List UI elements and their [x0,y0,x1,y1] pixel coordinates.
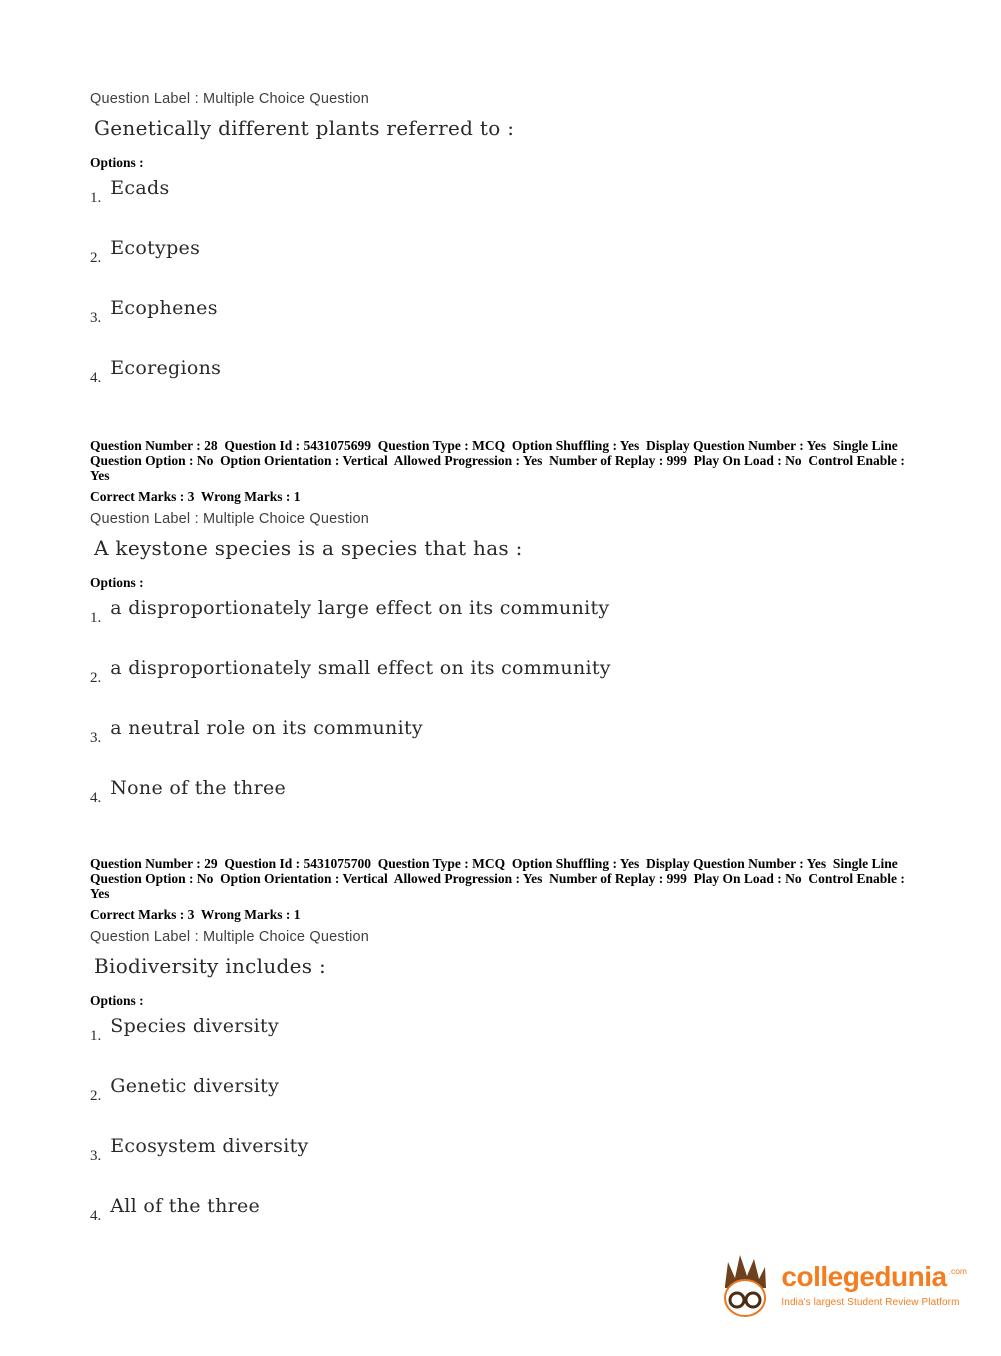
option-row [90,1077,909,1104]
option-text: a neutral role on its community [110,717,423,739]
option-number: 3. [90,1148,102,1164]
brand-suffix: .com [948,1265,967,1276]
question-marks: Correct Marks : 3 Wrong Marks : 1 [90,907,301,922]
option-number: 4. [90,370,102,386]
question-metadata: Question Number : 29 Question Id : 5431075700 Question Type : MCQ Option Shuffling : Yes Display Question Number : Yes Single Line Question Option : No Option Orientation : Vertical Allowed Progression : Yes Number of Replay : 999 Play On Load : No Control Enable : Yes [90,856,908,901]
brand-tagline: India's largest Student Review Platform [781,1296,960,1308]
option-text: Ecotypes [110,237,201,259]
option-text: None of the three [110,777,287,799]
option-row [90,1017,909,1044]
option-text: Ecoregions [110,357,222,379]
option-row [90,779,909,806]
option-number: 1. [90,1028,102,1044]
question-text: Genetically different plants referred to : [94,116,515,140]
brand-text-group [781,1260,967,1308]
option-text: a disproportionately large effect on its community [110,597,610,619]
collegedunia-logo [719,1252,967,1318]
question-label: Question Label : Multiple Choice Question [90,511,370,527]
options-heading: Options : [90,155,144,170]
question-block-29 [90,856,909,1224]
option-row [90,599,909,626]
option-number: 3. [90,310,102,326]
option-row [90,239,909,266]
question-block-1 [90,91,909,386]
option-number: 2. [90,250,102,266]
question-label: Question Label : Multiple Choice Question [90,929,370,945]
option-text: Genetic diversity [110,1075,280,1097]
option-text: a disproportionately small effect on its community [110,657,611,679]
option-row [90,1137,909,1164]
option-text: All of the three [110,1195,261,1217]
option-number: 3. [90,730,102,746]
question-text: A keystone species is a species that has : [94,536,523,560]
option-number: 4. [90,1208,102,1224]
option-number: 4. [90,790,102,806]
option-row [90,359,909,386]
question-metadata: Question Number : 28 Question Id : 5431075699 Question Type : MCQ Option Shuffling : Yes Display Question Number : Yes Single Line Question Option : No Option Orientation : Vertical Allowed Progression : Yes Number of Replay : 999 Play On Load : No Control Enable : Yes [90,438,908,483]
option-row [90,1197,909,1224]
option-number: 1. [90,190,102,206]
question-marks: Correct Marks : 3 Wrong Marks : 1 [90,489,301,504]
option-row [90,299,909,326]
brand-name: collegedunia [781,1260,947,1292]
option-number: 2. [90,670,102,686]
option-text: Ecads [110,177,170,199]
question-block-28 [90,438,909,806]
option-number: 2. [90,1088,102,1104]
option-row [90,179,909,206]
option-text: Ecosystem diversity [110,1135,309,1157]
option-row [90,659,909,686]
question-label: Question Label : Multiple Choice Question [90,91,370,107]
options-heading: Options : [90,575,144,590]
option-text: Species diversity [110,1015,280,1037]
collegedunia-mascot-icon [719,1252,771,1318]
option-row [90,719,909,746]
options-heading: Options : [90,993,144,1008]
option-number: 1. [90,610,102,626]
question-text: Biodiversity includes : [94,954,327,978]
option-text: Ecophenes [110,297,218,319]
